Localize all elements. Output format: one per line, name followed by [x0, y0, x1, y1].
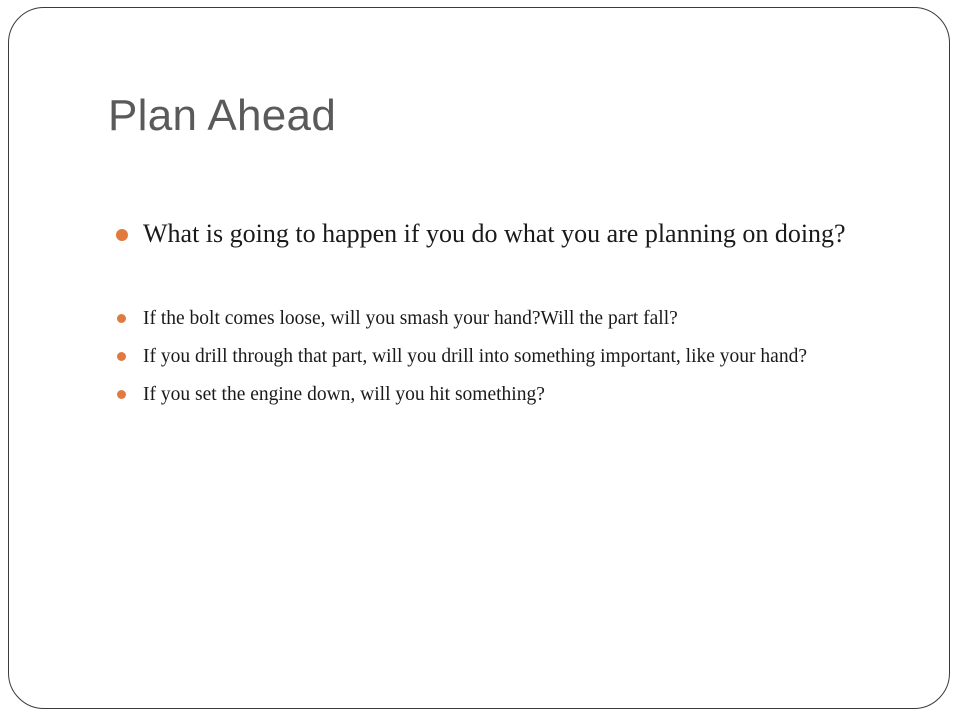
bullet-item-engine: [115, 380, 905, 409]
bullet-item-bolt: [115, 304, 905, 333]
slide-frame: [8, 7, 950, 709]
bullet-item-drill: [115, 342, 905, 371]
bullet-text: If you drill through that part, will you drill into something important, like your hand?: [143, 346, 807, 367]
bullet-dot-icon: [116, 229, 128, 241]
bullet-list: [115, 216, 905, 418]
bullet-text: What is going to happen if you do what you are planning on doing?: [143, 219, 846, 248]
bullet-dot-icon: [117, 390, 126, 399]
bullet-dot-icon: [117, 352, 126, 361]
slide-title: Plan Ahead: [108, 91, 337, 140]
bullet-text: If the bolt comes loose, will you smash your hand?Will the part fall?: [143, 308, 678, 329]
bullet-item-main-question: [115, 216, 905, 252]
bullet-dot-icon: [117, 314, 126, 323]
bullet-text: If you set the engine down, will you hit something?: [143, 384, 545, 405]
